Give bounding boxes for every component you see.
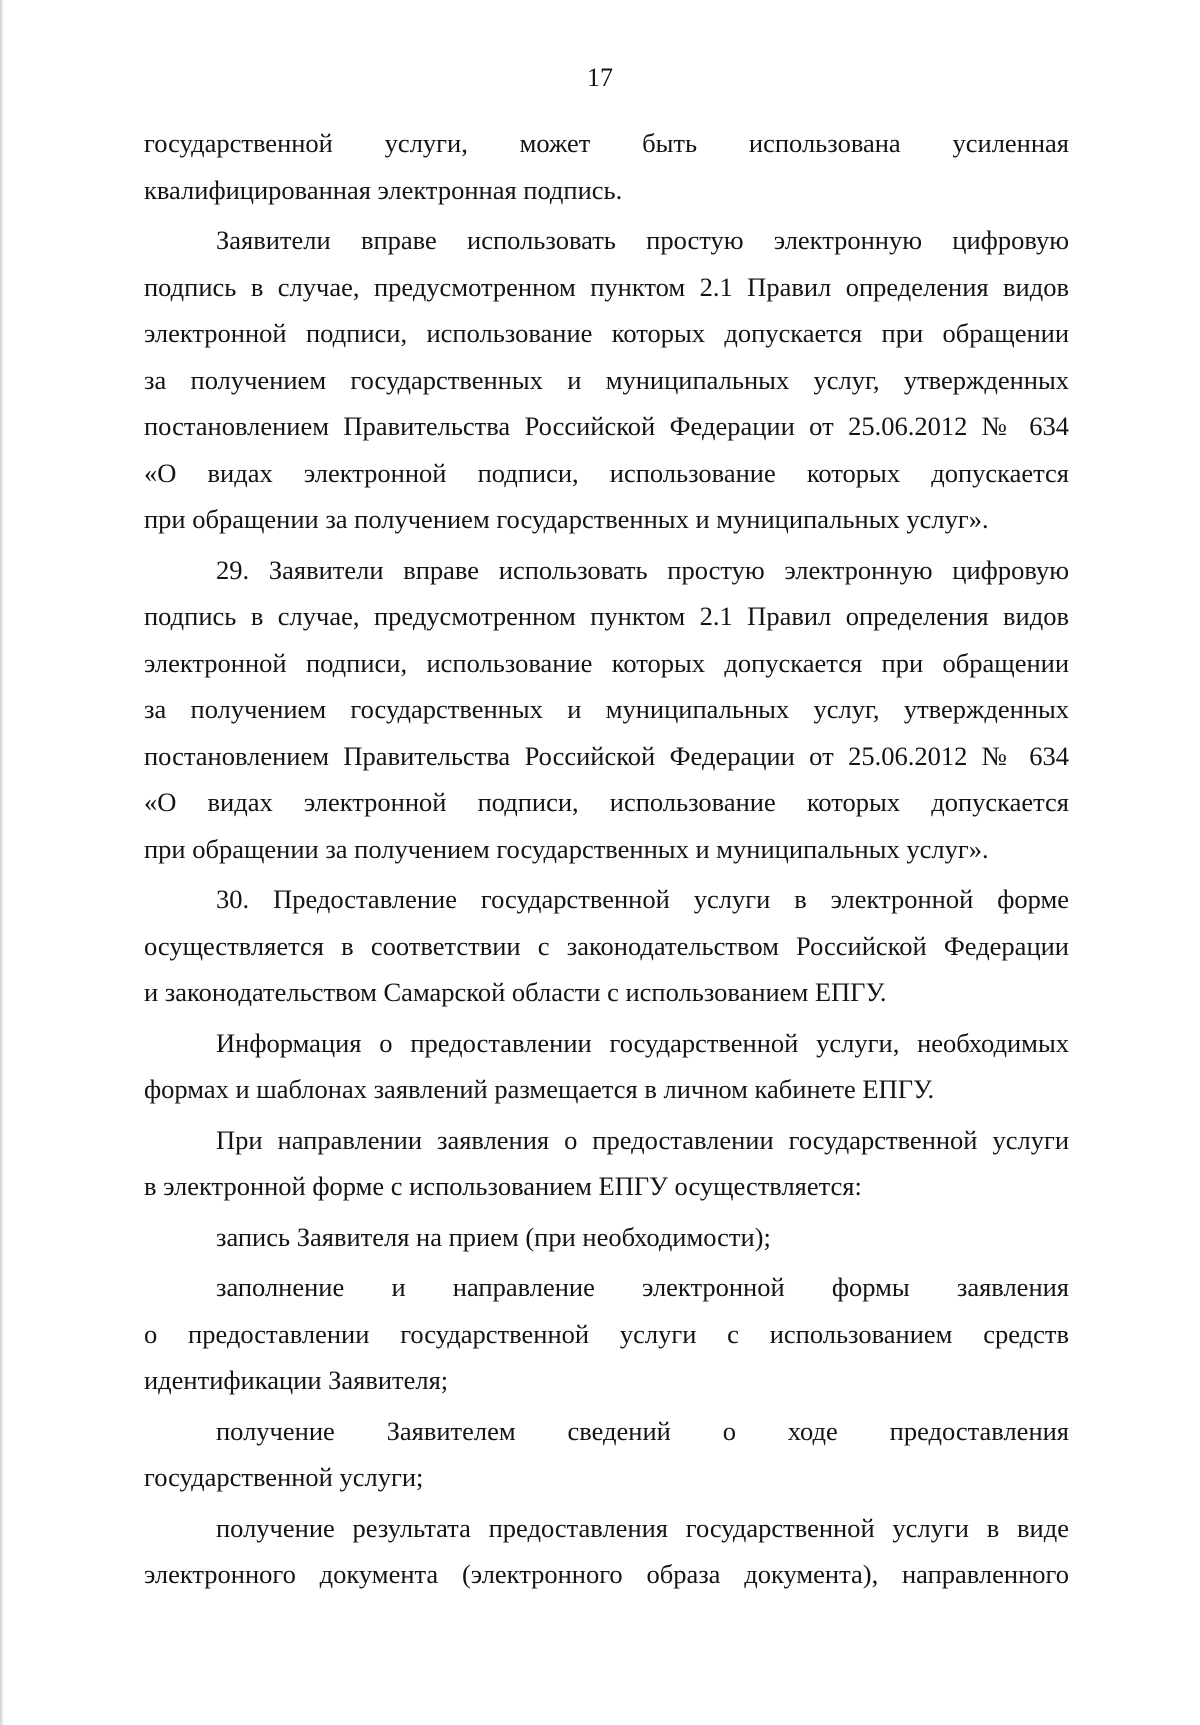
text-line: при обращении за получением государственных и муниципальных услуг». <box>144 504 989 534</box>
text-line: При направлении заявления о предоставлении государственной услуги <box>216 1124 1069 1155</box>
paragraph <box>144 1408 1069 1501</box>
text-line: 29. Заявители вправе использовать простую электронную цифровую <box>216 554 1069 585</box>
text-line: получение Заявителем сведений о ходе предоставления <box>216 1415 1069 1446</box>
text-line: запись Заявителя на прием (при необходимости); <box>216 1221 771 1252</box>
text-line: подпись в случае, предусмотренном пунктом 2.1 Правил определения видов <box>144 271 1069 302</box>
text-line: электронной подписи, использование которых допускается при обращении <box>144 647 1069 678</box>
paragraph <box>144 120 1069 213</box>
text-line: при обращении за получением государственных и муниципальных услуг». <box>144 833 989 864</box>
text-line: государственной услуги, может быть использована усиленная <box>144 128 1069 158</box>
text-line: и законодательством Самарской области с использованием ЕПГУ. <box>144 977 887 1007</box>
scan-left-edge <box>0 0 4 1725</box>
paragraph <box>144 217 1069 543</box>
text-line: постановлением Правительства Российской Федерации от 25.06.2012 № 634 <box>144 411 1069 441</box>
paragraph <box>144 547 1069 873</box>
paragraph <box>144 876 1069 1016</box>
text-line: «О видах электронной подписи, использование которых допускается <box>144 457 1069 488</box>
paragraph <box>144 1020 1069 1113</box>
text-line: о предоставлении государственной услуги с использованием средств <box>144 1318 1069 1349</box>
paragraph <box>144 1505 1069 1598</box>
paragraph <box>144 1264 1069 1404</box>
text-line: осуществляется в соответствии с законодательством Российской Федерации <box>144 930 1069 961</box>
paragraph <box>144 1214 1069 1261</box>
text-line: Заявители вправе использовать простую электронную цифровую <box>216 225 1069 255</box>
text-line: электронного документа (электронного образа документа), направленного <box>144 1559 1069 1589</box>
text-line: квалифицированная электронная подпись. <box>144 174 623 205</box>
text-line: формах и шаблонах заявлений размещается в личном кабинете ЕПГУ. <box>144 1074 935 1104</box>
text-line: подпись в случае, предусмотренном пунктом 2.1 Правил определения видов <box>144 601 1069 631</box>
document-body <box>144 120 1069 1602</box>
text-line: Информация о предоставлении государственной услуги, необходимых <box>216 1027 1069 1058</box>
text-line: получение результата предоставления государственной услуги в виде <box>216 1512 1069 1543</box>
text-line: электронной подписи, использование которых допускается при обращении <box>144 318 1069 348</box>
text-line: заполнение и направление электронной формы заявления <box>216 1272 1069 1302</box>
text-line: «О видах электронной подписи, использование которых допускается <box>144 787 1069 817</box>
paragraph <box>144 1117 1069 1210</box>
text-line: идентификации Заявителя; <box>144 1365 449 1395</box>
text-line: за получением государственных и муниципальных услуг, утвержденных <box>144 694 1069 724</box>
text-line: постановлением Правительства Российской Федерации от 25.06.2012 № 634 <box>144 740 1069 771</box>
text-line: государственной услуги; <box>144 1462 424 1492</box>
text-line: в электронной форме с использованием ЕПГУ осуществляется: <box>144 1171 862 1201</box>
text-line: 30. Предоставление государственной услуги в электронной форме <box>216 884 1069 914</box>
page-number: 17 <box>587 63 613 92</box>
text-line: за получением государственных и муниципальных услуг, утвержденных <box>144 364 1069 395</box>
